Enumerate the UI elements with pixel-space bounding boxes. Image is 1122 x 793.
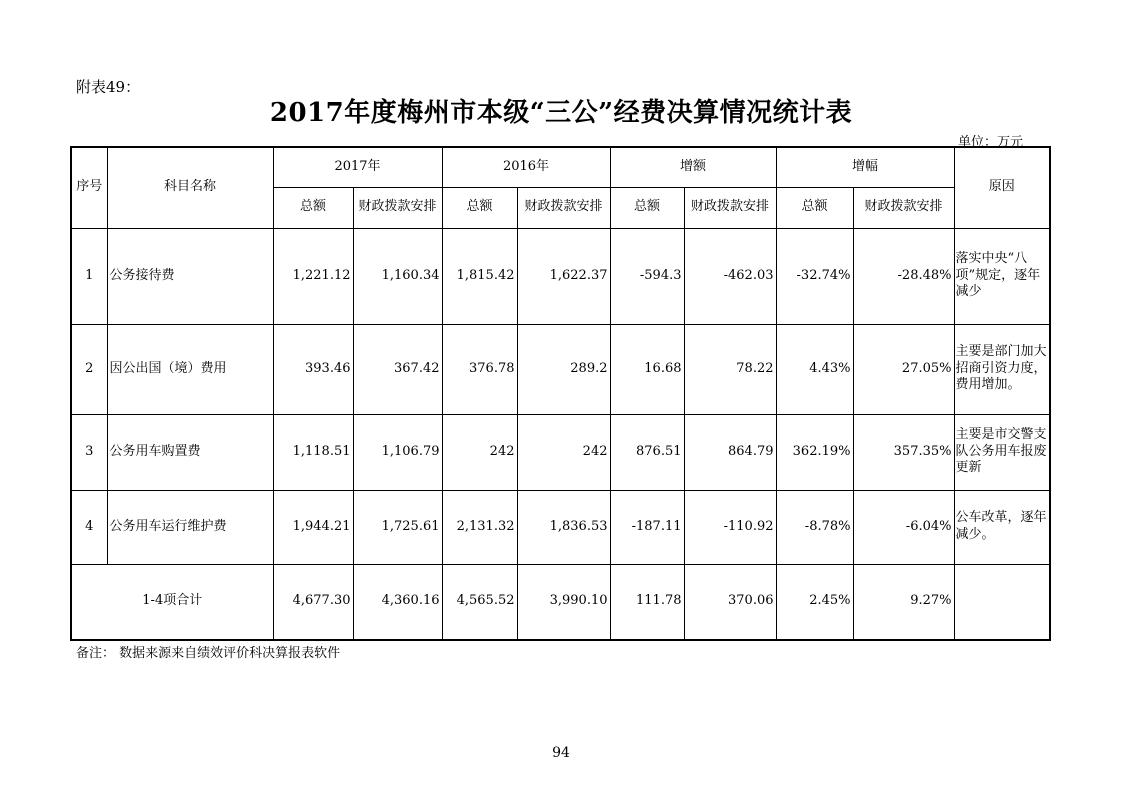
- row-2017-fiscal: 1,160.34: [353, 228, 442, 324]
- row-2016-fiscal: 1,622.37: [517, 228, 610, 324]
- row-name: 公务用车购置费: [107, 414, 273, 490]
- row-seq: 1: [71, 228, 107, 324]
- header-2016-fiscal: 财政拨款安排: [517, 187, 610, 228]
- header-seq: 序号: [71, 147, 107, 228]
- total-2016-fiscal: 3,990.10: [517, 564, 610, 640]
- row-increase-total: -187.11: [610, 490, 684, 564]
- row-2016-fiscal: 289.2: [517, 324, 610, 414]
- header-rate: 增幅: [776, 147, 954, 187]
- total-label: 1-4项合计: [71, 564, 273, 640]
- header-2017-total: 总额: [273, 187, 353, 228]
- row-increase-fiscal: -462.03: [684, 228, 776, 324]
- row-rate-total: -32.74%: [776, 228, 853, 324]
- row-reason: 主要是市交警支队公务用车报废更新: [954, 414, 1050, 490]
- row-rate-fiscal: -28.48%: [853, 228, 954, 324]
- header-increase-fiscal: 财政拨款安排: [684, 187, 776, 228]
- row-increase-fiscal: -110.92: [684, 490, 776, 564]
- expense-table: [70, 146, 1051, 641]
- row-seq: 2: [71, 324, 107, 414]
- header-2017-fiscal: 财政拨款安排: [353, 187, 442, 228]
- total-2017-total: 4,677.30: [273, 564, 353, 640]
- page-number: 94: [552, 745, 570, 761]
- row-increase-total: 876.51: [610, 414, 684, 490]
- row-rate-fiscal: -6.04%: [853, 490, 954, 564]
- header-reason: 原因: [954, 147, 1050, 228]
- row-reason: 主要是部门加大招商引资力度，费用增加。: [954, 324, 1050, 414]
- row-rate-total: 362.19%: [776, 414, 853, 490]
- row-2017-fiscal: 1,106.79: [353, 414, 442, 490]
- header-subject: 科目名称: [107, 147, 273, 228]
- table-row: [71, 228, 1050, 324]
- row-rate-fiscal: 357.35%: [853, 414, 954, 490]
- total-2016-total: 4,565.52: [442, 564, 517, 640]
- row-2017-fiscal: 1,725.61: [353, 490, 442, 564]
- table-row: [71, 490, 1050, 564]
- row-2017-total: 1,221.12: [273, 228, 353, 324]
- row-name: 公务接待费: [107, 228, 273, 324]
- row-2016-fiscal: 242: [517, 414, 610, 490]
- row-rate-total: -8.78%: [776, 490, 853, 564]
- row-2016-total: 376.78: [442, 324, 517, 414]
- row-name: 因公出国（境）费用: [107, 324, 273, 414]
- header-2016: 2016年: [442, 147, 610, 187]
- row-2016-total: 1,815.42: [442, 228, 517, 324]
- row-2017-total: 1,118.51: [273, 414, 353, 490]
- total-rate-total: 2.45%: [776, 564, 853, 640]
- row-rate-total: 4.43%: [776, 324, 853, 414]
- header-rate-total: 总额: [776, 187, 853, 228]
- row-increase-fiscal: 864.79: [684, 414, 776, 490]
- row-2017-total: 1,944.21: [273, 490, 353, 564]
- row-seq: 4: [71, 490, 107, 564]
- row-reason: 落实中央“八项”规定，逐年减少: [954, 228, 1050, 324]
- header-rate-fiscal: 财政拨款安排: [853, 187, 954, 228]
- row-rate-fiscal: 27.05%: [853, 324, 954, 414]
- header-row-1: [71, 147, 1050, 187]
- total-increase-total: 111.78: [610, 564, 684, 640]
- total-2017-fiscal: 4,360.16: [353, 564, 442, 640]
- header-increase-total: 总额: [610, 187, 684, 228]
- annex-label: 附表49：: [76, 78, 141, 96]
- header-2016-total: 总额: [442, 187, 517, 228]
- row-seq: 3: [71, 414, 107, 490]
- page-title: 2017年度梅州市本级“三公”经费决算情况统计表: [269, 98, 853, 128]
- table-row: [71, 414, 1050, 490]
- row-2017-total: 393.46: [273, 324, 353, 414]
- total-rate-fiscal: 9.27%: [853, 564, 954, 640]
- total-increase-fiscal: 370.06: [684, 564, 776, 640]
- header-2017: 2017年: [273, 147, 442, 187]
- row-2017-fiscal: 367.42: [353, 324, 442, 414]
- total-row: [71, 564, 1050, 640]
- row-increase-total: 16.68: [610, 324, 684, 414]
- row-2016-total: 242: [442, 414, 517, 490]
- row-reason: 公车改革，逐年减少。: [954, 490, 1050, 564]
- table-row: [71, 324, 1050, 414]
- total-reason: [954, 564, 1050, 640]
- row-2016-fiscal: 1,836.53: [517, 490, 610, 564]
- row-2016-total: 2,131.32: [442, 490, 517, 564]
- header-increase: 增额: [610, 147, 776, 187]
- unit-label: 单位：万元: [958, 135, 1024, 150]
- row-increase-total: -594.3: [610, 228, 684, 324]
- row-increase-fiscal: 78.22: [684, 324, 776, 414]
- footnote: 备注： 数据来源来自绩效评价科决算报表软件: [76, 646, 341, 661]
- row-name: 公务用车运行维护费: [107, 490, 273, 564]
